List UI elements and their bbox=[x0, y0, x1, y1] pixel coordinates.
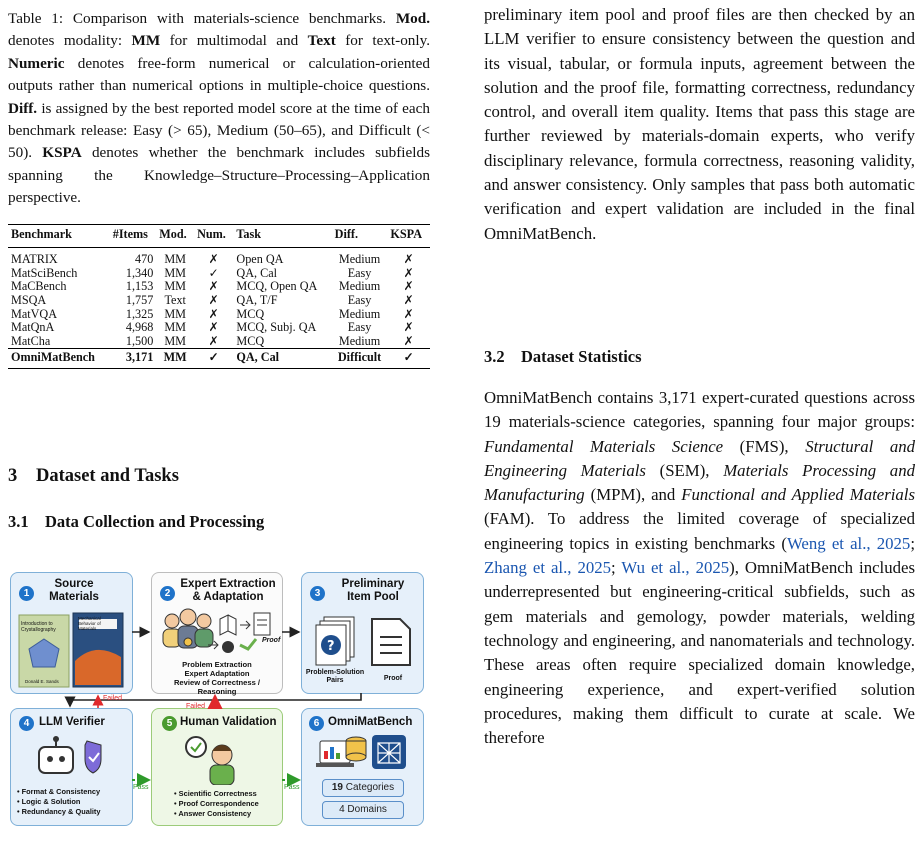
table-row bbox=[8, 248, 430, 267]
table-row bbox=[8, 294, 430, 308]
table-cell: 1,340 bbox=[125, 265, 154, 280]
domains-pill: 4 Domains bbox=[322, 801, 404, 819]
table-cell: ✗ bbox=[208, 320, 219, 335]
table-cell: ✗ bbox=[403, 306, 414, 321]
table-cell: Medium bbox=[338, 279, 381, 294]
col-header: #Items bbox=[110, 224, 157, 248]
step-text: Review of Correctness / Reasoning bbox=[173, 678, 261, 696]
table-cell: Medium bbox=[338, 252, 381, 267]
section-number: 3.2 bbox=[484, 347, 505, 366]
table-cell: MatCha bbox=[11, 333, 51, 348]
benchmark-table bbox=[8, 224, 430, 369]
table-cell: ✗ bbox=[403, 252, 414, 267]
check-item: • Logic & Solution bbox=[17, 797, 101, 807]
step-badge: 1 bbox=[19, 586, 34, 601]
table-cell: Medium bbox=[338, 333, 381, 348]
table-cell: MCQ bbox=[236, 306, 265, 321]
table-cell: ✗ bbox=[208, 293, 219, 308]
section-heading-3-1 bbox=[8, 512, 264, 532]
step-badge: 2 bbox=[160, 586, 175, 601]
table-cell: ✓ bbox=[208, 265, 219, 280]
table-cell: MatVQA bbox=[11, 306, 58, 321]
col-header: Task bbox=[233, 224, 331, 248]
flow-arrows bbox=[10, 572, 423, 835]
box-title: Human Validation bbox=[180, 716, 277, 728]
check-item: • Scientific Correctness bbox=[174, 789, 259, 799]
section-heading-3-2 bbox=[484, 347, 642, 367]
pool-label: Problem-Solution Pairs bbox=[305, 669, 365, 684]
table-cell: 470 bbox=[135, 252, 154, 267]
table-cell: MATRIX bbox=[11, 252, 58, 267]
col-header: Num. bbox=[194, 224, 233, 248]
left-column bbox=[8, 0, 430, 369]
citation-link[interactable]: Weng et al., 2025 bbox=[786, 533, 911, 553]
table-cell: 1,153 bbox=[125, 279, 154, 294]
box-title: Source Materials bbox=[49, 578, 99, 603]
check-item: • Answer Consistency bbox=[174, 809, 259, 819]
proof-label: Proof bbox=[262, 637, 281, 644]
table-cell: ✗ bbox=[403, 320, 414, 335]
table-cell: MM bbox=[164, 306, 187, 321]
table-cell: OmniMatBench bbox=[8, 349, 110, 369]
table-cell: MM bbox=[164, 333, 187, 348]
table-row bbox=[8, 267, 430, 281]
box-title: OmniMatBench bbox=[328, 716, 413, 728]
table-caption: Table 1: Comparison with materials-science benchmarks. Mod. denotes modality: MM for multimodal and Text for text-only. Numeric denotes free-form numerical or calculation-oriented outputs rather than numerical options in multiple-choice questions. Diff. is assigned by the best reported model score at the time of each benchmark release: Easy (> 65), Medium (50–65), and Difficult (< 50). KSPA denotes whether the benchmark includes subfields spanning the Knowledge–Structure–Processing–Application perspective. bbox=[8, 10, 431, 207]
check-item: • Proof Correspondence bbox=[174, 799, 259, 809]
pass-label: Pass bbox=[133, 784, 149, 791]
table-cell: MCQ bbox=[236, 333, 265, 348]
step-badge: 6 bbox=[309, 716, 324, 731]
table-cell: ✗ bbox=[403, 279, 414, 294]
table-cell: QA, Cal bbox=[236, 265, 278, 280]
section-title: Dataset and Tasks bbox=[36, 466, 179, 486]
book-title: Introduction to Crystallography bbox=[21, 621, 56, 633]
pipeline-figure bbox=[10, 572, 423, 835]
col-header: KSPA bbox=[387, 224, 430, 248]
table-cell: MCQ, Open QA bbox=[236, 279, 318, 294]
table-cell: MCQ, Subj. QA bbox=[236, 320, 317, 335]
table-cell: MatSciBench bbox=[11, 265, 78, 280]
pool-label: Proof bbox=[383, 675, 403, 682]
table-row bbox=[8, 280, 430, 294]
col-header: Diff. bbox=[332, 224, 388, 248]
col-header: Mod. bbox=[156, 224, 194, 248]
categories-pill: 19 Categories bbox=[322, 779, 404, 797]
table-cell: 1,757 bbox=[125, 293, 154, 308]
table-cell: ✓ bbox=[387, 349, 430, 369]
table-cell: 4,968 bbox=[125, 320, 154, 335]
section-title: Dataset Statistics bbox=[521, 347, 642, 366]
table-cell: ✗ bbox=[208, 333, 219, 348]
section-heading-3 bbox=[8, 466, 179, 487]
table-row bbox=[8, 308, 430, 322]
table-cell: MM bbox=[164, 279, 187, 294]
table-cell: ✗ bbox=[208, 252, 219, 267]
table-cell: Open QA bbox=[236, 252, 284, 267]
svg-text:?: ? bbox=[327, 639, 335, 654]
table-cell: ✗ bbox=[208, 279, 219, 294]
table-cell: ✓ bbox=[194, 349, 233, 369]
step-text: Problem Extraction bbox=[182, 660, 252, 669]
body-paragraph: OmniMatBench contains 3,171 expert-curated questions across 19 materials-science categories, spanning four major groups: Fundamental Materials Science (FMS), Structural and Engineering Materials (SEM), Materials Processing and Manufacturing (MPM), and Functional and Applied Materials (FAM). To address the limited coverage of specialized engineering topics in existing benchmarks (Weng et al., 2025; Zhang et al., 2025; Wu et al., 2025), OmniMatBench includes underrepresented but engineering-critical subfields, such as gem materials and gemology, powder materials, welding technology and engineering, and nanomaterials and technology. These areas often require specialized domain knowledge, engineering experience, and expert-verified solution procedures, making them difficult to curate at scale. We therefore bbox=[484, 388, 915, 748]
failed-label: Failed bbox=[186, 703, 206, 710]
pass-label: Pass bbox=[284, 784, 300, 791]
table-cell: 1,500 bbox=[125, 333, 154, 348]
section-title: Data Collection and Processing bbox=[45, 512, 265, 531]
box-title: Expert Extraction & Adaptation bbox=[180, 578, 276, 603]
table-row bbox=[8, 335, 430, 349]
step-badge: 4 bbox=[19, 716, 34, 731]
table-cell: ✗ bbox=[403, 333, 414, 348]
box-title: Preliminary Item Pool bbox=[341, 578, 405, 603]
step-text: Expert Adaptation bbox=[184, 669, 250, 678]
table-row-omnimatbench bbox=[8, 349, 430, 369]
table-cell: QA, Cal bbox=[233, 349, 331, 369]
table-cell: QA, T/F bbox=[236, 293, 278, 308]
table-cell: MaCBench bbox=[11, 279, 67, 294]
table-cell: 3,171 bbox=[110, 349, 157, 369]
step-badge: 5 bbox=[162, 716, 177, 731]
table-cell: MM bbox=[156, 349, 194, 369]
box-title: LLM Verifier bbox=[39, 716, 105, 728]
table-cell: Easy bbox=[347, 320, 372, 335]
table-header-row bbox=[8, 224, 430, 248]
table-cell: MM bbox=[164, 320, 187, 335]
citation-link[interactable]: Wu et al., 2025 bbox=[621, 558, 730, 578]
table-cell: ✗ bbox=[208, 306, 219, 321]
table-cell: Text bbox=[164, 293, 186, 308]
section-number: 3 bbox=[8, 466, 18, 486]
right-column-lower bbox=[484, 386, 915, 750]
check-item: • Redundancy & Quality bbox=[17, 807, 101, 817]
failed-label: Failed bbox=[103, 695, 123, 702]
col-header: Benchmark bbox=[8, 224, 110, 248]
check-item: • Format & Consistency bbox=[17, 787, 101, 797]
step-badge: 3 bbox=[310, 586, 325, 601]
table-cell: MatQnA bbox=[11, 320, 55, 335]
table-cell: Easy bbox=[347, 265, 372, 280]
book-title: Mechanical Behavior of Materials bbox=[78, 616, 101, 631]
table-cell: Difficult bbox=[332, 349, 388, 369]
table-cell: ✗ bbox=[403, 265, 414, 280]
body-paragraph: preliminary item pool and proof files are then checked by an LLM verifier to ensure consistency between the question and its visual, tabular, or formula inputs, agreement between the solution and the proof file, formatting correctness, redundancy control, and overall item quality. Items that pass this stage are further reviewed by materials-domain experts, who verify disciplinary relevance, formula correctness, reasoning validity, and answer consistency. Only samples that pass both automatic verification and expert validation are included in the final OmniMatBench. bbox=[484, 5, 915, 243]
citation-link[interactable]: Zhang et al., 2025 bbox=[484, 558, 612, 578]
table-cell: MM bbox=[164, 252, 187, 267]
section-number: 3.1 bbox=[8, 512, 29, 531]
table-cell: Medium bbox=[338, 306, 381, 321]
table-cell: MM bbox=[164, 265, 187, 280]
table-cell: 1,325 bbox=[125, 306, 154, 321]
book-author: Donald E. Sands bbox=[25, 679, 59, 684]
table-cell: ✗ bbox=[403, 293, 414, 308]
right-column bbox=[484, 0, 915, 246]
table-row bbox=[8, 321, 430, 335]
table-cell: MSQA bbox=[11, 293, 47, 308]
table-cell: Easy bbox=[347, 293, 372, 308]
